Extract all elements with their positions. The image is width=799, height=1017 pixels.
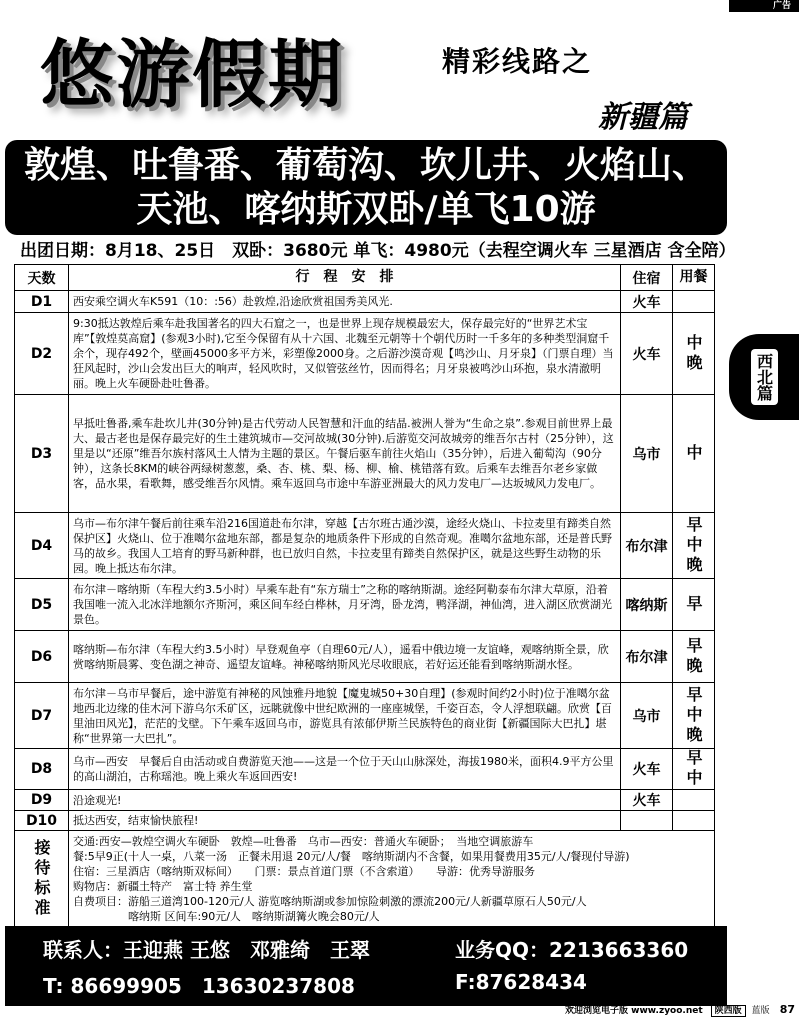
table-row	[15, 513, 715, 579]
service-label-cell	[15, 831, 69, 927]
meal-text: 中	[684, 443, 703, 464]
stay-cell: 布尔津	[621, 513, 673, 579]
table-row	[15, 631, 715, 683]
day-cell: D2	[15, 313, 69, 395]
desc-cell: 乌市—西安 早餐后自由活动或自费游览天池——这是一个位于天山山脉深处，海拔1980米，面积4.9平方公里的高山湖泊，古称瑶池。晚上乘火车返回西安!	[69, 749, 621, 790]
stay-cell	[621, 811, 673, 831]
table-row	[15, 790, 715, 811]
desc-cell: 9:30抵达敦煌后乘车赴我国著名的四大石窟之一，也是世界上现存规模最宏大，保存最完好的“世界艺术宝库”【敦煌莫高窟】(参观3小时),它至今保留有从十六国、北魏至元朝等十个朝代历时一千多年的多种类型洞窟千余个，现存492个，壁画45000多平方米，彩塑像2000身。之后游沙漠奇观【鸣沙山、月牙泉】（门票自理）当狂风起时，沙山会发出巨大的响声，轻风吹时，又似管弦丝竹，因而得名；月牙泉被鸣沙山环抱，泉水清澈明丽。晚上火车硬卧赴吐鲁番。	[69, 313, 621, 395]
service-standards-row	[15, 831, 715, 927]
page-number: 87	[779, 1003, 795, 1016]
desc-cell: 布尔津－乌市早餐后，途中游览有神秘的风蚀雅丹地貌【魔鬼城50+30自理】(参观时间约2小时)位于准噶尔盆地西北边缘的佳木河下游乌尔禾矿区，远眺就像中世纪欧洲的一座座城堡，千姿百态，令人浮想联翩。欣赏【百里油田风光】，茫茫的戈壁。下午乘车返回乌市，游览具有浓郁伊斯兰民族特色的商业街【新疆国际大巴扎】堪称“世界第一大巴扎”。	[69, 683, 621, 749]
table-row	[15, 395, 715, 513]
day-cell: D10	[15, 811, 69, 831]
day-cell: D1	[15, 291, 69, 313]
table-row	[15, 313, 715, 395]
service-line-lodging: 住宿：三星酒店（喀纳斯双标间） 门票：景点首道门票（不含索道） 导游：优秀导游服务	[73, 864, 535, 878]
meal-text: 中晚	[684, 333, 703, 374]
service-line-optional: 自费项目：游船三道湾100-120元/人 游览喀纳斯湖或参加惊险刺激的漂流200元/人新疆草原石人50元/人	[73, 894, 587, 908]
meal-text: 早中晚	[684, 685, 703, 746]
stay-cell: 火车	[621, 313, 673, 395]
banner-line-2: 天池、喀纳斯双卧/单飞10游	[136, 189, 596, 230]
header-day: 天数	[15, 265, 69, 291]
stay-cell: 火车	[621, 291, 673, 313]
day-cell: D3	[15, 395, 69, 513]
footer-edition-box: 陕西版	[711, 1005, 746, 1017]
contact-panel	[5, 926, 727, 1006]
desc-cell: 喀纳斯—布尔津（车程大约3.5小时）早登观鱼亭（自理60元/人），遥看中俄边境一友谊峰，观喀纳斯全景，欣赏喀纳斯晨雾、变色湖之神奇、遥望友谊峰。神秘喀纳斯风光尽收眼底，若好运还能看到喀纳斯湖水怪。	[69, 631, 621, 683]
contact-qq: 业务QQ：2213663360	[455, 938, 689, 962]
stay-cell: 火车	[621, 790, 673, 811]
meal-text: 早	[684, 594, 703, 615]
desc-cell: 早抵吐鲁番,乘车赴坎儿井(30分钟)是古代劳动人民智慧和汗血的结晶.被洲人誉为“生命之泉”.参观目前世界上最大、最古老也是保存最完好的生土建筑城市—交河故城(30分钟).后游览交河故城旁的维吾尔古村（25分钟），这里是以“还原”维吾尔族村落风土人情为主题的景区。午餐后驱车前往火焰山（35分钟），后进入葡萄沟（90分钟），这条长8KM的峡谷两绿树葱葱，桑、杏、桃、梨、杨、柳、榆、桃错落有致。后乘车去维吾尔老乡家做客，品水果，看歌舞，感受维吾尔风情。乘车返回乌市途中车游亚洲最大的风力发电厂—达坂城风力发电厂。	[69, 395, 621, 513]
side-tab-northwest	[729, 334, 799, 420]
itinerary-table	[14, 264, 715, 927]
stay-cell: 乌市	[621, 683, 673, 749]
meal-text: 早晚	[684, 636, 703, 677]
service-line-optional-2: 喀纳斯 区间车:90元/人 喀纳斯湖篝火晚会80元/人	[73, 909, 380, 923]
meal-cell	[673, 631, 715, 683]
ad-tag: 广告	[729, 0, 799, 12]
header-itinerary: 行 程 安 排	[69, 265, 621, 291]
meal-text: 早中晚	[684, 515, 703, 576]
table-row	[15, 579, 715, 631]
day-cell: D5	[15, 579, 69, 631]
stay-cell: 喀纳斯	[621, 579, 673, 631]
desc-cell: 乌市—布尔津午餐后前往乘车沿216国道赴布尔津，穿越【古尔班古通沙漠，途经火烧山、卡拉麦里有蹄类自然保护区】火烧山、位于准噶尔盆地东部，都是复杂的地质条件下形成的自然奇观。准噶尔盆地东部，还是普氏野马的故乡。我国人工培育的野马新种群，也已放归自然，卡拉麦里有蹄类自然保护区，就是这些野生动物的乐园。晚上抵达布尔津。	[69, 513, 621, 579]
table-row	[15, 683, 715, 749]
stay-cell: 火车	[621, 749, 673, 790]
day-cell: D6	[15, 631, 69, 683]
meal-cell	[673, 395, 715, 513]
meal-cell	[673, 811, 715, 831]
contact-people: 联系人：王迎燕 王悠 邓雅绮 王翠	[43, 938, 370, 962]
desc-cell: 沿途观光!	[69, 790, 621, 811]
service-line-meals: 餐:5早9正(十人一桌，八菜一汤 正餐未用退 20元/人/餐 喀纳斯湖内不含餐，如果用餐费用35元/人/餐现付导游)	[73, 849, 630, 863]
day-cell: D8	[15, 749, 69, 790]
logo-title: 悠游假期	[40, 32, 344, 118]
meal-cell	[673, 749, 715, 790]
subtitle: 精彩线路之	[442, 45, 593, 78]
service-details	[69, 831, 715, 927]
meal-cell	[673, 513, 715, 579]
meal-cell	[673, 579, 715, 631]
service-label: 接待标准	[32, 838, 51, 919]
region-title: 新疆篇	[598, 100, 688, 135]
route-banner	[5, 140, 727, 235]
stay-cell: 布尔津	[621, 631, 673, 683]
desc-cell: 西安乘空调火车K591（10：:56）赴敦煌,沿途欣赏祖国秀美风光.	[69, 291, 621, 313]
footer-edition: 蓝版	[751, 1006, 770, 1016]
meal-text: 早中	[684, 749, 703, 789]
meal-cell	[673, 291, 715, 313]
contact-phones: T: 86699905 13630237808	[43, 974, 355, 998]
stay-cell: 乌市	[621, 395, 673, 513]
day-cell: D4	[15, 513, 69, 579]
departure-dates: 出团日期：8月18、25日 双卧：3680元 单飞：4980元（去程空调火车 三星酒店 含全陪）	[20, 241, 736, 261]
banner-line-1: 敦煌、吐鲁番、葡萄沟、坎儿井、火焰山、	[23, 145, 708, 186]
day-cell: D7	[15, 683, 69, 749]
contact-fax: F:87628434	[455, 970, 587, 994]
footer	[379, 1003, 799, 1017]
side-tab-label: 西北篇	[751, 349, 778, 405]
meal-cell	[673, 790, 715, 811]
footer-website[interactable]: 欢迎浏览电子版 www.zyoo.net	[565, 1006, 703, 1016]
table-row	[15, 811, 715, 831]
meal-cell	[673, 683, 715, 749]
header-meal: 用餐	[673, 265, 715, 291]
table-row	[15, 291, 715, 313]
service-line-shopping: 购物店：新疆土特产 富士特 养生堂	[73, 879, 253, 893]
meal-cell	[673, 313, 715, 395]
day-cell: D9	[15, 790, 69, 811]
table-header-row	[15, 265, 715, 291]
table-row	[15, 749, 715, 790]
service-line-transport: 交通:西安—敦煌空调火车硬卧 敦煌—吐鲁番 乌市—西安：普通火车硬卧； 当地空调旅游车	[73, 834, 534, 848]
desc-cell: 抵达西安，结束愉快旅程!	[69, 811, 621, 831]
header-stay: 住宿	[621, 265, 673, 291]
desc-cell: 布尔津－喀纳斯（车程大约3.5小时）早乘车赴有“东方瑞士”之称的喀纳斯湖。途经阿勒泰布尔津大草原，沿着我国唯一流入北冰洋地额尔齐斯河，乘区间车经白桦林，月牙湾，卧龙湾，鸭泽湖，神仙湾，进入湖区欣赏湖光景色。	[69, 579, 621, 631]
